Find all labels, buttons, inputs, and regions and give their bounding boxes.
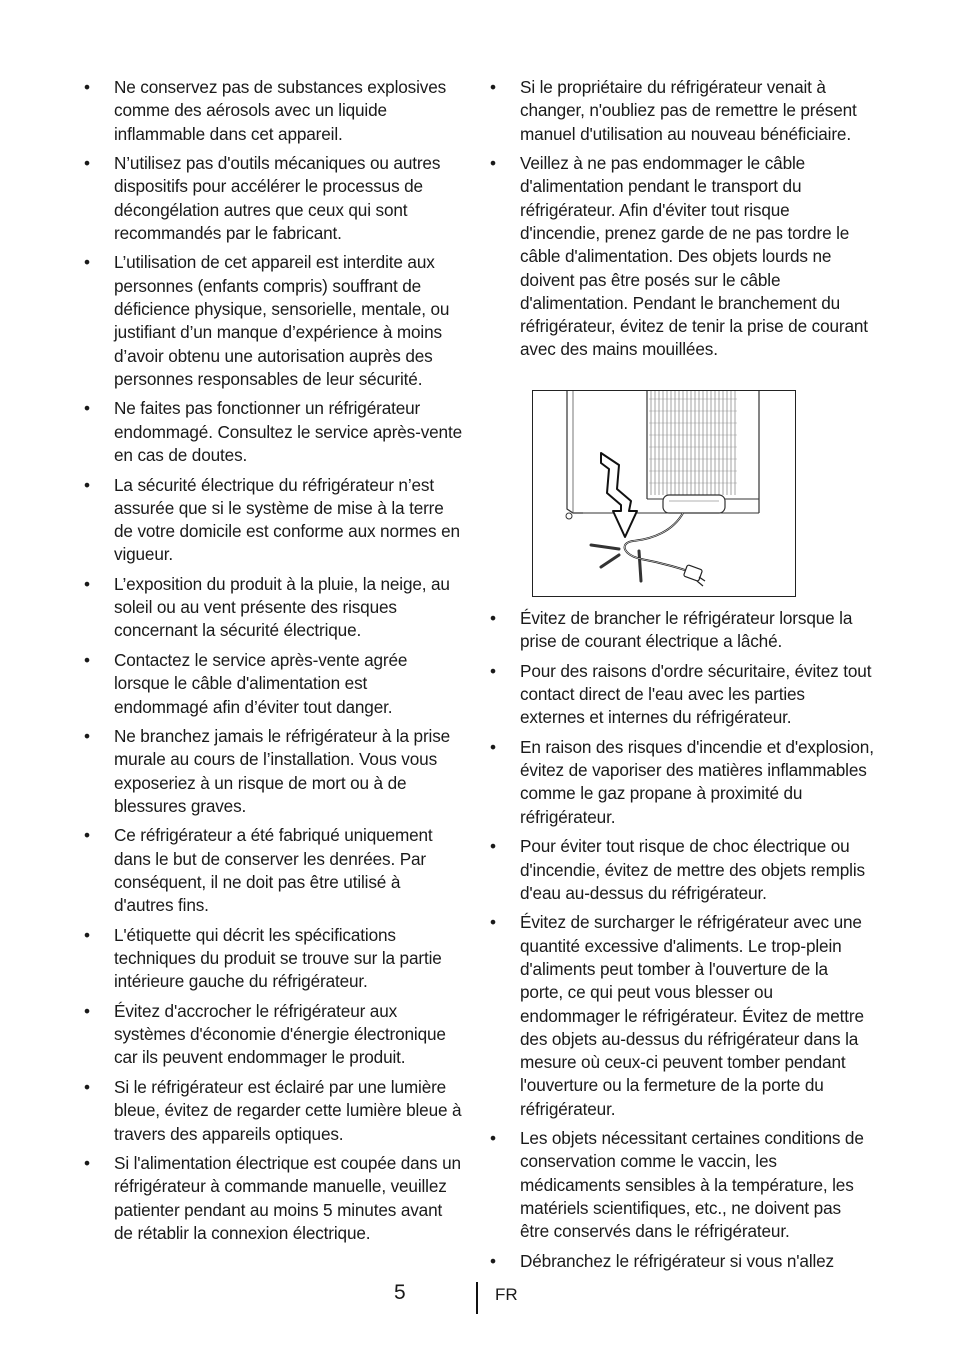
list-item [490, 736, 874, 829]
bullet-icon: • [84, 77, 90, 97]
right-column-top [490, 76, 874, 368]
list-item [84, 397, 464, 467]
bullet-icon: • [490, 660, 496, 681]
list-item [490, 835, 874, 905]
list-item [490, 607, 874, 654]
list-item [490, 76, 874, 146]
bullet-icon: • [490, 912, 496, 933]
bullet-icon: • [490, 153, 496, 174]
list-item-text: Pour éviter tout risque de choc électrique ou d'incendie, évitez de mettre des objets remplis d'eau au-dessus du réfrigérateur. [520, 836, 865, 903]
bullet-icon: • [84, 825, 90, 846]
bullet-icon: • [490, 836, 496, 857]
list-item-text: Si l'alimentation électrique est coupée dans un réfrigérateur à commande manuelle, veuillez patienter pendant au moins 5 minutes avant de rétablir la connexion électrique. [114, 1153, 461, 1243]
list-item-text: N’utilisez pas d'outils mécaniques ou autres dispositifs pour accélérer le processus de décongélation autres que ceux qui sont recommandés par le fabricant. [114, 153, 441, 243]
bullet-icon: • [84, 726, 90, 747]
list-item [84, 725, 464, 818]
list-item-text: L’utilisation de cet appareil est interdite aux personnes (enfants compris) souffrant de déficience physique, sensorielle, mentale, ou justifiant d’un manque d’expérience à moins d’avoir obtenu une autorisation auprès des personnes responsables de leur sécurité. [114, 252, 450, 389]
list-item [84, 251, 464, 391]
bullet-icon: • [84, 573, 90, 594]
list-item [84, 649, 464, 719]
bullet-icon: • [490, 736, 496, 757]
list-item-text: Ne faites pas fonctionner un réfrigérateur endommagé. Consultez le service après-vente en cas de doutes. [114, 398, 462, 466]
list-item [490, 911, 874, 1121]
list-item [84, 1076, 464, 1146]
list-item-text: L'étiquette qui décrit les spécifications techniques du produit se trouve sur la partie intérieure gauche du réfrigérateur. [114, 924, 442, 992]
power-cable-warning-illustration [532, 390, 796, 597]
bullet-icon: • [84, 153, 90, 174]
language-code: FR [495, 1285, 518, 1304]
footer-divider [476, 1282, 478, 1314]
bullet-list-right-top [490, 76, 874, 362]
left-column [84, 76, 464, 1251]
bullet-icon: • [84, 924, 90, 945]
list-item-text: Évitez de brancher le réfrigérateur lorsque la prise de courant électrique a lâché. [520, 608, 853, 652]
bullet-list-right-bottom [490, 607, 874, 1273]
list-item-text: En raison des risques d'incendie et d'explosion, évitez de vaporiser des matières inflammables comme le gaz propane à proximité du réfrigérateur. [520, 736, 874, 827]
list-item-text: Veillez à ne pas endommager le câble d'alimentation pendant le transport du réfrigérateur. Afin d'éviter tout risque d'incendie, prenez garde de ne pas tordre le câble d'alimentation. Des objets lourds ne doivent pas être posés sur le câble d'alimentation. Pendant le branchement du réfrigérateur, évitez de tenir la prise de courant avec des mains mouillées. [520, 153, 868, 360]
bullet-icon: • [490, 1128, 496, 1149]
list-item-text: Contactez le service après-vente agrée lorsque le câble d'alimentation est endommagé afin d’éviter tout danger. [114, 649, 408, 717]
list-item-text: Pour des raisons d'ordre sécuritaire, évitez tout contact direct de l'eau avec les parties externes et internes du réfrigérateur. [520, 660, 872, 728]
list-item [84, 1152, 464, 1245]
bullet-icon: • [84, 252, 90, 273]
bullet-icon: • [84, 1076, 90, 1097]
list-item [490, 152, 874, 362]
list-item-text: La sécurité électrique du réfrigérateur n’est assurée que si le système de mise à la terre de votre domicile est conforme aux normes en vigueur. [114, 474, 460, 565]
right-column-bottom [490, 607, 874, 1279]
list-item-text: Évitez d'accrocher le réfrigérateur aux systèmes d'économie d'énergie électronique car ils peuvent endommager le produit. [114, 1000, 446, 1068]
list-item-text: Si le réfrigérateur est éclairé par une lumière bleue, évitez de regarder cette lumière bleue à travers des appareils optiques. [114, 1076, 462, 1144]
bullet-icon: • [490, 77, 496, 97]
list-item [490, 1127, 874, 1243]
list-item-text: Évitez de surcharger le réfrigérateur avec une quantité excessive d'aliments. Le trop-plein d'aliments peut tomber à l'ouverture de la porte, ce qui peut vous blesser ou endommager le réfrigérateur. Évitez de mettre des objets au-dessus du réfrigérateur dans la mesure où ceux-ci peuvent tomber pendant l'ouverture ou la fermeture de la porte du réfrigérateur. [520, 912, 864, 1119]
bullet-icon: • [84, 474, 90, 495]
list-item [84, 573, 464, 643]
list-item-text: L’exposition du produit à la pluie, la neige, au soleil ou au vent présente des risques concernant la sécurité électrique. [114, 573, 450, 641]
list-item [84, 76, 464, 146]
list-item-text: Ne branchez jamais le réfrigérateur à la prise murale au cours de l’installation. Vous vous exposeriez à un risque de mort ou à de blessures graves. [114, 726, 451, 816]
list-item [84, 824, 464, 917]
list-item-text: Débranchez le réfrigérateur si vous n'allez [520, 1250, 835, 1271]
list-item [84, 924, 464, 994]
bullet-icon: • [490, 608, 496, 628]
bullet-icon: • [84, 398, 90, 419]
list-item [84, 474, 464, 567]
bullet-icon: • [490, 1250, 496, 1271]
list-item-text: Si le propriétaire du réfrigérateur venait à changer, n'oubliez pas de remettre le présent manuel d'utilisation au nouveau bénéficiaire. [520, 77, 857, 144]
bullet-icon: • [84, 1153, 90, 1174]
list-item [84, 152, 464, 245]
list-item [84, 1000, 464, 1070]
bullet-icon: • [84, 1000, 90, 1021]
bullet-list-left [84, 76, 464, 1245]
bullet-icon: • [84, 649, 90, 670]
list-item-text: Ne conservez pas de substances explosives comme des aérosols avec un liquide inflammable dans cet appareil. [114, 77, 447, 144]
list-item-text: Les objets nécessitant certaines conditions de conservation comme le vaccin, les médicaments sensibles à la température, les matériels scientifiques, etc., ne doivent pas être conservés dans le réfrigérateur. [520, 1128, 864, 1242]
page-number: 5 [394, 1281, 406, 1304]
list-item [490, 1250, 874, 1273]
list-item-text: Ce réfrigérateur a été fabriqué uniquement dans le but de conserver les denrées. Par conséquent, il ne doit pas être utilisé à d'autres fins. [114, 825, 433, 916]
list-item [490, 660, 874, 730]
